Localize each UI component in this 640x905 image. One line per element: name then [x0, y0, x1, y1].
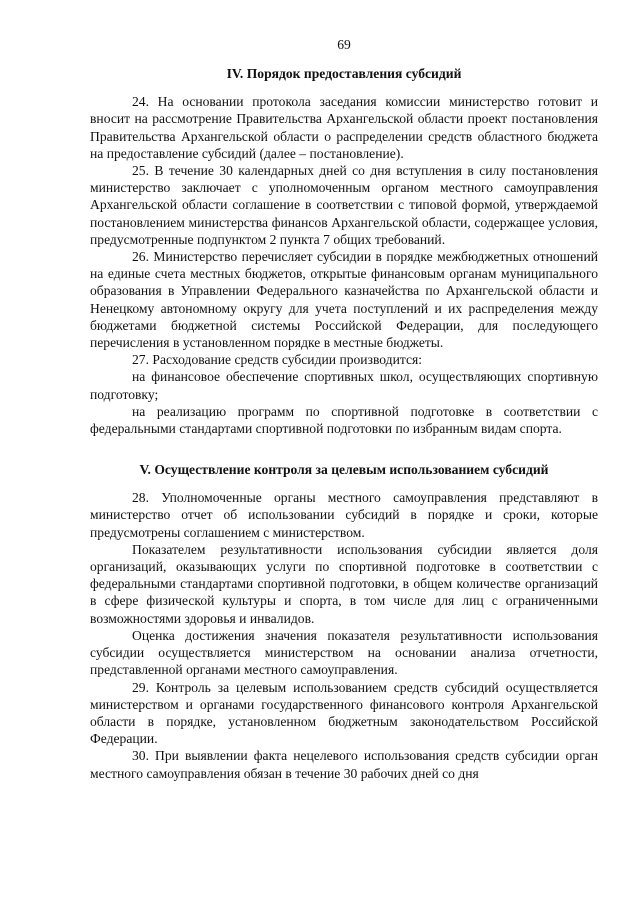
paragraph-28-indicator: Показателем результативности использования субсидии является доля организаций, оказывающих услуги по спортивной подготовке в соответствии с федеральными стандартами спортивной подготовки, в общем количестве организаций в сфере физической культуры и спорта, в том числе для лиц с ограниченными возможностями здоровья и инвалидов.: [90, 541, 598, 626]
paragraph-28-assessment: Оценка достижения значения показателя результативности использования субсидии осуществляется министерством на основании анализа отчетности, представленной органами местного самоуправления.: [90, 627, 598, 678]
paragraph-24: 24. На основании протокола заседания комиссии министерство готовит и вносит на рассмотрение Правительства Архангельской области проект постановления Правительства Архангельской области о распределении средств областного бюджета на предоставление субсидий (далее – постановление).: [90, 94, 598, 161]
paragraph-25: 25. В течение 30 календарных дней со дня вступления в силу постановления министерство заключает с уполномоченным органом местного самоуправления Архангельской области соглашение в соответствии с типовой формой, утверждаемой постановлением министерства финансов Архангельской области, содержащее условия, предусмотренные подпунктом 2 пункта 7 общих требований.: [90, 163, 598, 247]
paragraph-28: 28. Уполномоченные органы местного самоуправления представляют в министерство отчет об использовании субсидий в порядке и сроки, которые предусмотрены соглашением с министерством.: [90, 490, 598, 540]
paragraph-29: 29. Контроль за целевым использованием средств субсидий осуществляется министерством и органами государственного финансового контроля Архангельской области в порядке, установленном бюджетным законодательством Российской Федерации.: [90, 679, 598, 747]
page-number: 69: [337, 37, 351, 52]
section-heading-v: V. Осуществление контроля за целевым использованием субсидий: [139, 462, 549, 478]
paragraph-26: 26. Министерство перечисляет субсидии в порядке межбюджетных отношений на единые счета местных бюджетов, открытые финансовым органам муниципального образования в Управлении Федерального казначейства по Архангельской области и Ненецкому автономному округу для учета поступлений и их распределения между бюджетами бюджетной системы Российской Федерации, для последующего перечисления в установленном порядке в местные бюджеты.: [90, 249, 598, 351]
paragraph-30: 30. При выявлении факта нецелевого использования средств субсидии орган местного самоуправления обязан в течение 30 рабочих дней со дня: [90, 748, 598, 781]
paragraph-27-item-2: на реализацию программ по спортивной подготовке в соответствии с федеральными стандартами спортивной подготовки по избранным видам спорта.: [90, 403, 598, 437]
paragraph-27: 27. Расходование средств субсидии производится:: [132, 352, 423, 368]
paragraph-27-item-1: на финансовое обеспечение спортивных школ, осуществляющих спортивную подготовку;: [90, 369, 598, 402]
section-heading-iv: IV. Порядок предоставления субсидий: [226, 66, 462, 82]
